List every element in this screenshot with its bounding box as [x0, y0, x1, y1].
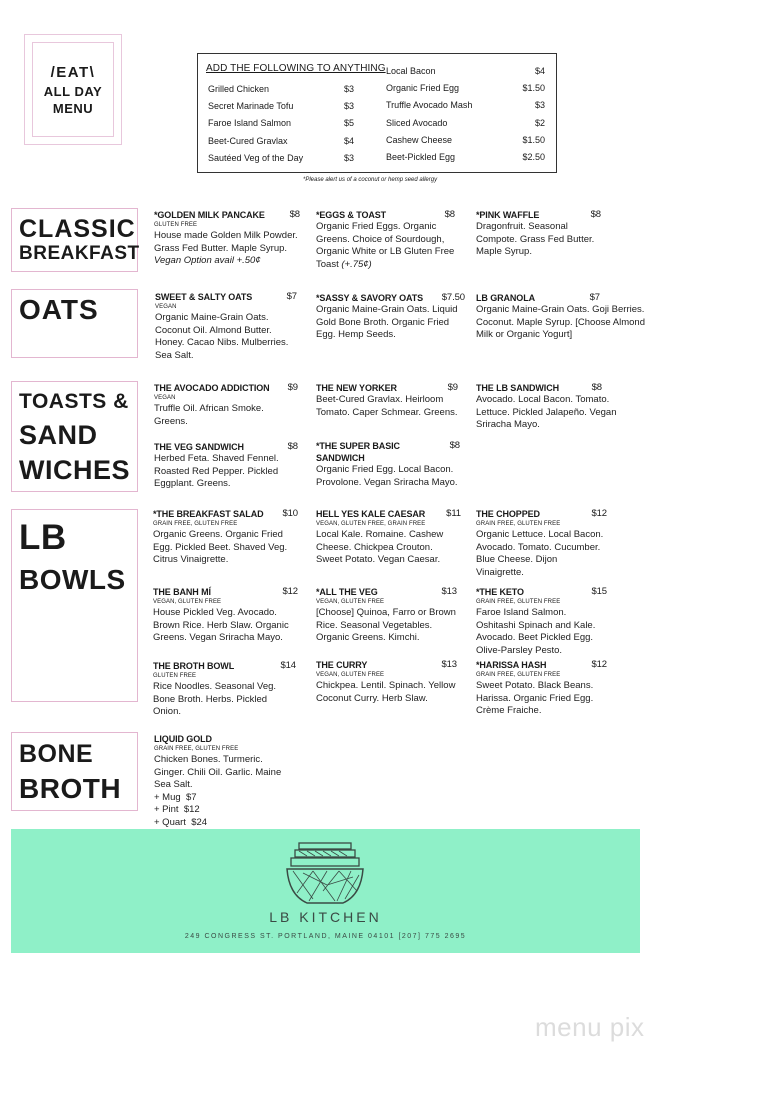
- item-description: Sweet Potato. Black Beans. Harissa. Organic Fried Egg. Crème Fraiche.: [476, 680, 594, 716]
- category-title: TOASTS &: [19, 390, 129, 413]
- addon-price: $1.50: [522, 134, 545, 145]
- addon-row: [208, 97, 354, 114]
- category-bone-broth: [11, 732, 138, 811]
- item-name: HELL YES KALE CAESAR: [316, 509, 426, 519]
- item-header: [154, 382, 298, 394]
- addon-name: Faroe Island Salmon: [208, 118, 292, 129]
- watermark: menu pix: [535, 1012, 645, 1042]
- item-description: Organic Maine-Grain Oats. Liquid Gold Bone Broth. Organic Fried Egg. Hemp Seeds.: [316, 304, 458, 340]
- item-description: Herbed Feta. Shaved Fennel. Roasted Red Pepper. Pickled Eggplant. Greens.: [154, 453, 279, 489]
- item-description-text: Organic Fried Eggs. Organic Greens. Choice of Sourdough, Organic White or LB Gluten Free Toast: [316, 221, 455, 270]
- item-price: $8: [289, 209, 300, 220]
- item-tag: GRAIN FREE, GLUTEN FREE: [153, 521, 238, 527]
- addon-row: [386, 79, 545, 96]
- item-header: [155, 291, 297, 303]
- footer-banner: [11, 829, 640, 953]
- item-header: [316, 440, 460, 464]
- item-price: $13: [441, 659, 457, 670]
- logo-inner-frame: [32, 42, 114, 137]
- addon-row: [386, 148, 545, 165]
- item-name: LB GRANOLA: [476, 293, 535, 303]
- category-classic-breakfast: [11, 208, 138, 272]
- item-tag: GRAIN FREE, GLUTEN FREE: [476, 521, 561, 527]
- item-name: SWEET & SALTY OATS: [155, 292, 253, 302]
- addon-row: [386, 131, 545, 148]
- item-name: THE NEW YORKER: [316, 383, 397, 393]
- item-tag: VEGAN, GLUTEN FREE: [153, 599, 222, 605]
- logo-menu: MENU: [52, 100, 94, 116]
- item-price: $12: [591, 508, 607, 519]
- logo-all-day: ALL DAY: [43, 83, 103, 99]
- menu-item-sweet-salty-oats: [155, 291, 297, 362]
- addons-box: [197, 53, 557, 173]
- item-description: Dragonfruit. Seasonal Compote. Grass Fed Butter. Maple Syrup.: [476, 221, 595, 257]
- item-header: [476, 659, 607, 671]
- item-description: House made Golden Milk Powder. Grass Fed Butter. Maple Syrup.: [154, 230, 298, 254]
- item-name: *EGGS & TOAST: [316, 210, 387, 220]
- item-description: Organic Greens. Organic Fried Egg. Pickled Beet. Shaved Veg. Citrus Vinaigrette.: [153, 529, 288, 565]
- item-description: Organic Lettuce. Local Bacon. Avocado. Tomato. Cucumber. Blue Cheese. Dijon Vinaigrette.: [476, 529, 604, 578]
- addon-row: [208, 149, 354, 166]
- addon-price: $3: [534, 100, 545, 111]
- item-name: THE BANH MÍ: [153, 587, 211, 597]
- menu-logo: [24, 34, 122, 145]
- category-title: CLASSIC: [19, 215, 136, 244]
- addon-row: [208, 132, 354, 149]
- addon-name: Organic Fried Egg: [386, 82, 460, 93]
- menu-item-lb-granola: [476, 292, 646, 342]
- addon-price: $3: [343, 83, 354, 94]
- item-name: *THE SUPER BASIC SANDWICH: [316, 441, 400, 463]
- item-description: Organic Maine-Grain Oats. Goji Berries. Coconut. Maple Syrup. [Choose Almond Milk or Organic Yogurt]: [476, 304, 645, 340]
- item-header: [476, 382, 602, 394]
- item-header: [153, 508, 298, 520]
- menu-item-liquid-gold: [154, 733, 289, 829]
- addon-price: $3: [343, 152, 354, 163]
- item-tag: GRAIN FREE, GLUTEN FREE: [476, 672, 561, 678]
- item-description: Chickpea. Lentil. Spinach. Yellow Coconut Curry. Herb Slaw.: [316, 680, 456, 704]
- addon-row: [386, 114, 545, 131]
- item-description: Organic Fried Egg. Local Bacon. Provolone. Vegan Sriracha Mayo.: [316, 464, 458, 488]
- addon-name: Sliced Avocado: [386, 117, 448, 128]
- item-tag: VEGAN, GLUTEN FREE, GRAIN FREE: [316, 521, 426, 527]
- item-description: [316, 221, 455, 271]
- size-label: + Mug: [154, 791, 181, 803]
- item-tag: GRAIN FREE, GLUTEN FREE: [476, 599, 561, 605]
- item-name: THE LB SANDWICH: [476, 383, 559, 393]
- category-title: BONE: [19, 739, 94, 768]
- item-note: Vegan Option avail +.50¢: [154, 255, 261, 266]
- item-header: [316, 508, 461, 520]
- addon-name: Sautéed Veg of the Day: [208, 152, 304, 163]
- item-header: [476, 508, 607, 520]
- addon-row: [208, 115, 354, 132]
- addon-row: [386, 97, 545, 114]
- size-label: + Quart: [154, 816, 186, 828]
- item-description: [Choose] Quinoa, Farro or Brown Rice. Seasonal Vegetables. Organic Greens. Kimchi.: [316, 607, 456, 643]
- item-price: $10: [282, 508, 298, 519]
- menu-item-broth-bowl: [153, 660, 296, 719]
- item-description: Beet-Cured Gravlax. Heirloom Tomato. Caper Schmear. Greens.: [316, 394, 458, 418]
- item-price: $7: [286, 291, 297, 302]
- item-name: THE VEG SANDWICH: [154, 442, 244, 452]
- item-tag: GRAIN FREE, GLUTEN FREE: [154, 746, 239, 752]
- category-lb-bowls: [11, 509, 138, 702]
- footer-address: 249 CONGRESS ST. PORTLAND, MAINE 04101 [207] 775 2695: [184, 933, 467, 940]
- menu-item-keto: [476, 586, 607, 657]
- menu-item-all-the-veg: [316, 586, 457, 645]
- item-header: [153, 660, 296, 672]
- menu-item-banh-mi: [153, 586, 298, 645]
- addons-right-column: [386, 62, 545, 166]
- item-name: THE BROTH BOWL: [153, 661, 235, 671]
- item-tag: VEGAN, GLUTEN FREE: [316, 599, 385, 605]
- addon-name: Truffle Avocado Mash: [386, 100, 473, 111]
- item-header: [316, 382, 458, 394]
- menu-item-new-yorker: [316, 382, 458, 419]
- size-option-mug: [154, 792, 289, 805]
- item-price: $8: [287, 441, 298, 452]
- item-name: *GOLDEN MILK PANCAKE: [154, 210, 265, 220]
- category-title: LB: [19, 518, 67, 557]
- size-price: $12: [183, 804, 200, 815]
- item-description: Organic Maine-Grain Oats. Coconut Oil. Almond Butter. Honey. Cacao Nibs. Mulberries. Sea Salt.: [155, 312, 289, 361]
- footer-brand: LB KITCHEN: [269, 909, 382, 925]
- category-title: WICHES: [19, 455, 130, 485]
- addon-price: $5: [343, 118, 354, 129]
- menu-item-breakfast-salad: [153, 508, 298, 567]
- item-description: Local Kale. Romaine. Cashew Cheese. Chickpea Crouton. Sweet Potato. Vegan Caesar.: [316, 529, 444, 565]
- item-header: [153, 586, 298, 598]
- item-note: (+.75¢): [341, 258, 372, 270]
- addon-price: $2.50: [522, 152, 545, 163]
- item-price: $13: [441, 586, 457, 597]
- size-option-quart: [154, 817, 289, 830]
- item-name: *THE KETO: [476, 587, 524, 597]
- item-price: $12: [282, 586, 298, 597]
- addon-price: $4: [343, 135, 354, 146]
- category-toasts-sandwiches: [11, 381, 138, 492]
- category-title: SAND: [19, 420, 98, 450]
- item-price: $8: [444, 209, 455, 220]
- category-title: BOWLS: [19, 564, 126, 595]
- item-header: [154, 733, 289, 745]
- item-tag: GLUTEN FREE: [154, 222, 198, 228]
- menu-item-avocado-addiction: [154, 382, 298, 428]
- item-name: THE CURRY: [316, 660, 368, 670]
- item-price: $14: [280, 660, 296, 671]
- size-label: + Pint: [154, 804, 179, 815]
- item-name: *HARISSA HASH: [476, 660, 547, 670]
- item-price: $7.50: [441, 292, 465, 303]
- category-oats: [11, 289, 138, 358]
- item-header: [154, 441, 298, 453]
- addon-row: [386, 62, 545, 79]
- item-name: *SASSY & SAVORY OATS: [316, 293, 424, 303]
- item-header: [316, 586, 457, 598]
- item-header: [476, 209, 601, 221]
- category-title: BREAKFAST: [19, 243, 140, 265]
- item-description: Avocado. Local Bacon. Tomato. Lettuce. Pickled Jalapeño. Vegan Sriracha Mayo.: [476, 394, 617, 430]
- menu-item-lb-sandwich: [476, 382, 621, 432]
- item-name: THE CHOPPED: [476, 509, 540, 519]
- addon-price: $1.50: [522, 82, 545, 93]
- item-name: THE AVOCADO ADDICTION: [154, 383, 270, 393]
- addon-name: Secret Marinade Tofu: [208, 100, 294, 111]
- item-description: House Pickled Veg. Avocado. Brown Rice. Herb Slaw. Organic Greens. Vegan Sriracha Mayo.: [153, 607, 289, 643]
- item-header: [316, 659, 457, 671]
- addon-price: $3: [343, 100, 354, 111]
- category-title: BROTH: [19, 772, 122, 804]
- menu-item-kale-caesar: [316, 508, 461, 567]
- menu-item-eggs-toast: [316, 209, 455, 271]
- allergy-note: *Please alert us of a coconut or hemp seed allergy: [303, 177, 438, 183]
- item-name: LIQUID GOLD: [154, 734, 212, 744]
- addon-name: Beet-Cured Gravlax: [208, 135, 288, 146]
- size-price: $24: [191, 816, 208, 828]
- menu-item-sassy-savory-oats: [316, 292, 465, 342]
- item-name: *THE BREAKFAST SALAD: [153, 509, 264, 519]
- item-header: [316, 292, 465, 304]
- addon-name: Grilled Chicken: [208, 83, 270, 94]
- item-price: $8: [591, 382, 602, 393]
- item-name: *PINK WAFFLE: [476, 210, 540, 220]
- addon-row: [208, 80, 354, 97]
- item-description: Chicken Bones. Turmeric. Ginger. Chili Oil. Garlic. Maine Sea Salt.: [154, 754, 282, 790]
- addons-left-column: [208, 80, 354, 166]
- item-header: [316, 209, 455, 221]
- item-description: Faroe Island Salmon. Oshitashi Spinach and Kale. Avocado. Beet Pickled Egg. Olive-Parsley Pesto.: [476, 607, 596, 656]
- item-price: $8: [449, 440, 460, 451]
- menu-item-harissa-hash: [476, 659, 607, 718]
- item-name: *ALL THE VEG: [316, 587, 378, 597]
- item-price: $12: [591, 659, 607, 670]
- item-header: [476, 292, 600, 304]
- addon-price: $2: [534, 117, 545, 128]
- item-header: [154, 209, 300, 221]
- item-header: [476, 586, 607, 598]
- menu-item-pink-waffle: [476, 209, 601, 259]
- addon-name: Local Bacon: [386, 65, 436, 76]
- item-description: Rice Noodles. Seasonal Veg. Bone Broth. Herbs. Pickled Onion.: [153, 681, 277, 717]
- menu-item-golden-milk-pancake: [154, 209, 300, 268]
- item-price: $8: [590, 209, 601, 220]
- logo-eat: /EAT\: [50, 63, 96, 81]
- addon-price: $4: [534, 65, 545, 76]
- category-title: OATS: [19, 294, 99, 325]
- item-price: $7: [589, 292, 600, 303]
- menu-item-curry: [316, 659, 457, 705]
- item-price: $9: [287, 382, 298, 393]
- size-option-pint: [154, 804, 289, 817]
- item-tag: VEGAN: [155, 304, 177, 310]
- item-tag: VEGAN: [154, 395, 176, 401]
- menu-item-veg-sandwich: [154, 441, 298, 491]
- bowl-icon: [283, 841, 367, 907]
- item-price: $9: [447, 382, 458, 393]
- item-price: $15: [591, 586, 607, 597]
- addons-title: ADD THE FOLLOWING TO ANYTHING: [206, 63, 386, 74]
- menu-item-super-basic-sandwich: [316, 440, 460, 489]
- menu-item-chopped: [476, 508, 607, 579]
- item-tag: VEGAN, GLUTEN FREE: [316, 672, 385, 678]
- addon-name: Cashew Cheese: [386, 134, 453, 145]
- size-price: $7: [185, 791, 197, 803]
- item-price: $11: [446, 508, 461, 519]
- item-tag: GLUTEN FREE: [153, 673, 197, 679]
- item-description: Truffle Oil. African Smoke. Greens.: [154, 403, 264, 427]
- addon-name: Beet-Pickled Egg: [386, 152, 456, 163]
